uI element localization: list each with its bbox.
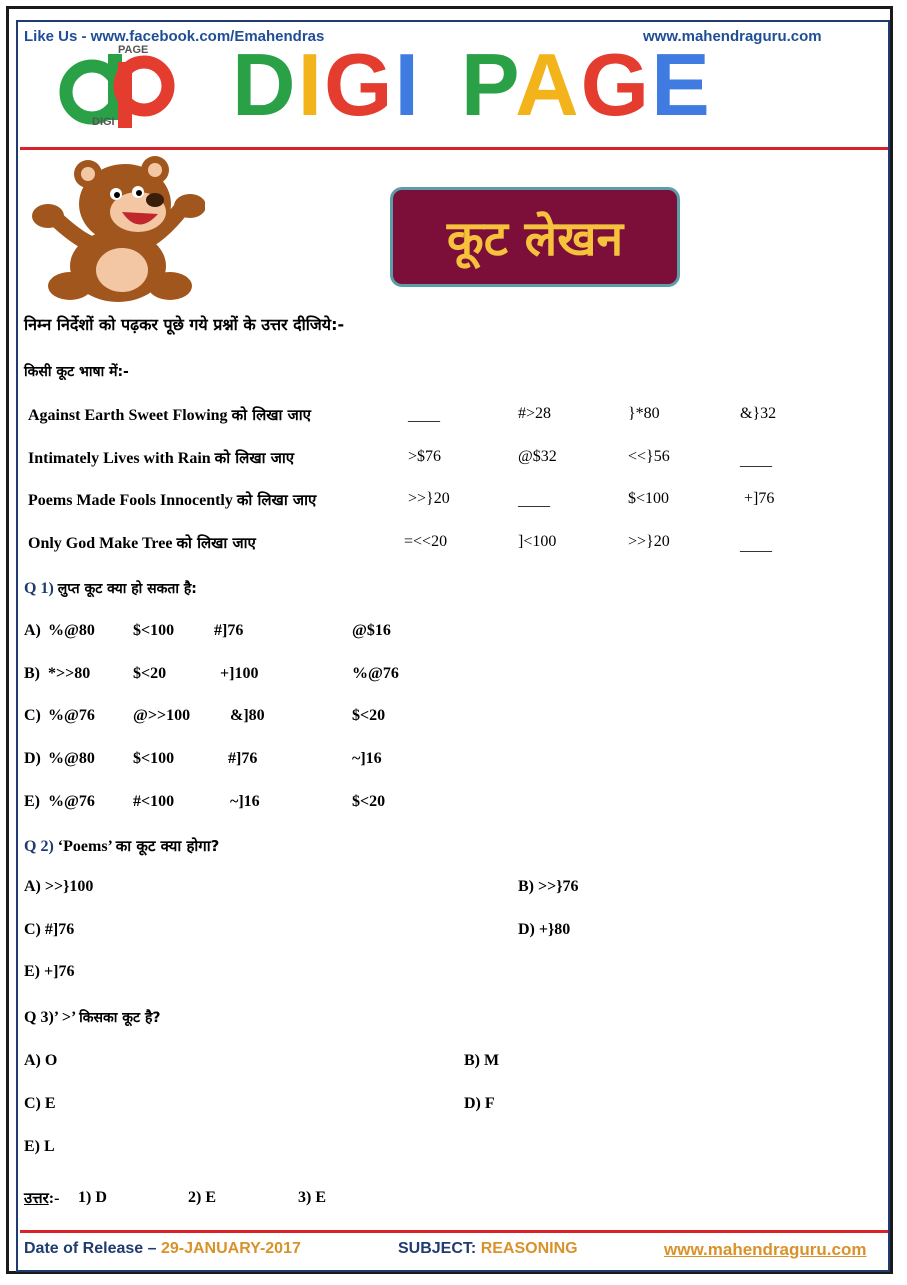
question-3-text: किसका कूट है? <box>79 1010 161 1026</box>
code-cell: >$76 <box>408 448 442 465</box>
answer-key <box>24 1188 59 1208</box>
banner-letter-e: E <box>651 35 712 134</box>
q2-option-b[interactable]: B) >>}76 <box>518 878 579 895</box>
option-key: A) <box>24 622 41 639</box>
code-row <box>28 490 316 510</box>
banner-letter-d: D <box>232 35 298 134</box>
code-row <box>28 533 256 553</box>
code-cell: }*80 <box>628 405 660 422</box>
instruction-text: निम्न निर्देशों को पढ़कर पूछे गये प्रश्नों के उत्तर दीजिये:- <box>24 315 345 334</box>
banner-letter-g: G <box>324 35 395 134</box>
banner-letter-p: P <box>460 35 516 134</box>
header-divider <box>20 147 888 150</box>
code-phrase: Against Earth Sweet Flowing <box>28 407 228 424</box>
question-1 <box>24 579 197 598</box>
option-value: %@76 <box>352 665 399 682</box>
option-value: #]76 <box>214 622 244 639</box>
option-c[interactable] <box>24 707 41 725</box>
answer-item: 1) D <box>78 1189 107 1206</box>
code-row <box>28 405 311 425</box>
release-info <box>24 1240 301 1258</box>
code-row <box>28 448 294 468</box>
title-box <box>390 187 680 287</box>
question-2-text: का कूट क्या होगा? <box>115 837 220 855</box>
logo-digi-text: DIGI <box>92 116 115 128</box>
option-key: D) <box>24 750 41 767</box>
logo-graphic <box>52 44 182 130</box>
footer-divider <box>20 1230 888 1233</box>
option-key: B) <box>24 665 40 682</box>
q3-option-a[interactable]: A) O <box>24 1052 58 1069</box>
code-phrase-suffix: को लिखा जाए <box>231 406 311 424</box>
option-value: $<20 <box>352 707 386 724</box>
question-1-text: लुप्त कूट क्या हो सकता है: <box>57 581 197 597</box>
q3-option-c[interactable]: C) E <box>24 1095 56 1112</box>
q2-option-e[interactable]: E) +]76 <box>24 963 75 980</box>
code-cell: ____ <box>518 492 550 509</box>
answer-item: 3) E <box>298 1189 326 1206</box>
option-value: *>>80 <box>48 665 91 682</box>
q2-option-c[interactable]: C) #]76 <box>24 921 75 938</box>
option-value: ~]16 <box>352 750 382 767</box>
header-website-link[interactable]: www.mahendraguru.com <box>643 28 822 45</box>
option-value: %@76 <box>48 793 95 810</box>
option-value: @$16 <box>352 622 391 639</box>
digi-page-logo <box>52 44 182 130</box>
code-cell: $<100 <box>628 490 670 507</box>
option-key: C) <box>24 707 41 724</box>
code-cell: =<<20 <box>404 533 448 550</box>
question-2-word: ‘Poems’ <box>57 838 112 855</box>
code-phrase: Poems Made Fools Innocently <box>28 492 233 509</box>
option-value: ~]16 <box>230 793 260 810</box>
answer-label: उत्तर <box>24 1189 49 1207</box>
code-cell: #>28 <box>518 405 552 422</box>
teddy-bear-icon <box>30 156 205 304</box>
answer-item: 2) E <box>188 1189 216 1206</box>
option-value: +]100 <box>220 665 259 682</box>
code-cell: @$32 <box>518 448 557 465</box>
banner-letter-i: I <box>297 35 325 134</box>
q3-option-b[interactable]: B) M <box>464 1052 500 1069</box>
teddy-bear-image <box>30 156 205 304</box>
code-cell: ____ <box>740 452 772 469</box>
option-value: $<100 <box>133 622 175 639</box>
digi-page-banner <box>232 34 712 136</box>
subject-label: SUBJECT: <box>398 1240 481 1257</box>
option-value: %@80 <box>48 750 95 767</box>
banner-letter-g2: G <box>580 35 652 134</box>
banner-letter-a: A <box>515 35 581 134</box>
option-value: $<20 <box>133 665 167 682</box>
question-1-label: Q 1) <box>24 580 54 597</box>
option-b[interactable] <box>24 665 40 683</box>
option-value: $<20 <box>352 793 386 810</box>
footer-website-link[interactable]: www.mahendraguru.com <box>664 1240 867 1259</box>
code-phrase-suffix: को लिखा जाए <box>214 449 295 467</box>
banner-letter-i2: I <box>394 35 421 134</box>
option-key: E) <box>24 793 40 810</box>
code-cell: ]<100 <box>518 533 557 550</box>
code-cell: &}32 <box>740 405 777 422</box>
code-language-intro: किसी कूट भाषा में:- <box>24 364 129 380</box>
option-a[interactable] <box>24 622 41 640</box>
code-phrase: Only God Make Tree <box>28 535 177 552</box>
q3-option-d[interactable]: D) F <box>464 1095 495 1112</box>
page-title: कूट लेखन <box>446 210 624 267</box>
option-value: #]76 <box>228 750 258 767</box>
option-d[interactable] <box>24 750 41 768</box>
code-phrase: Intimately Lives with Rain <box>28 450 215 467</box>
code-cell: ____ <box>740 537 772 554</box>
q3-option-e[interactable]: E) L <box>24 1138 55 1155</box>
release-date: 29-JANUARY-2017 <box>160 1240 301 1257</box>
code-cell: +]76 <box>744 490 775 507</box>
question-3-label: Q 3)’ >’ <box>24 1009 76 1026</box>
q2-option-d[interactable]: D) +}80 <box>518 921 571 938</box>
code-cell: <<}56 <box>628 448 670 465</box>
subject-info <box>398 1240 578 1258</box>
option-value: %@80 <box>48 622 95 639</box>
option-value: &]80 <box>230 707 265 724</box>
answer-colon: :- <box>48 1190 60 1207</box>
code-phrase-suffix: को लिखा जाए <box>176 534 256 552</box>
code-cell: >>}20 <box>408 490 450 507</box>
code-cell: >>}20 <box>628 533 670 550</box>
option-value: @>>100 <box>133 707 191 724</box>
logo-page-text: PAGE <box>118 44 149 56</box>
code-cell: ____ <box>408 407 440 424</box>
q2-option-a[interactable]: A) >>}100 <box>24 878 94 895</box>
question-3 <box>24 1008 161 1027</box>
question-2-label: Q 2) <box>24 838 54 855</box>
subject-value: REASONING <box>480 1240 578 1257</box>
option-e[interactable] <box>24 793 40 811</box>
code-phrase-suffix: को लिखा जाए <box>236 491 317 509</box>
option-value: %@76 <box>48 707 95 724</box>
option-value: #<100 <box>133 793 175 810</box>
release-label: Date of Release – <box>24 1240 161 1257</box>
option-value: $<100 <box>133 750 175 767</box>
facebook-link[interactable]: Like Us - www.facebook.com/Emahendras <box>24 28 325 45</box>
question-2 <box>24 836 219 856</box>
